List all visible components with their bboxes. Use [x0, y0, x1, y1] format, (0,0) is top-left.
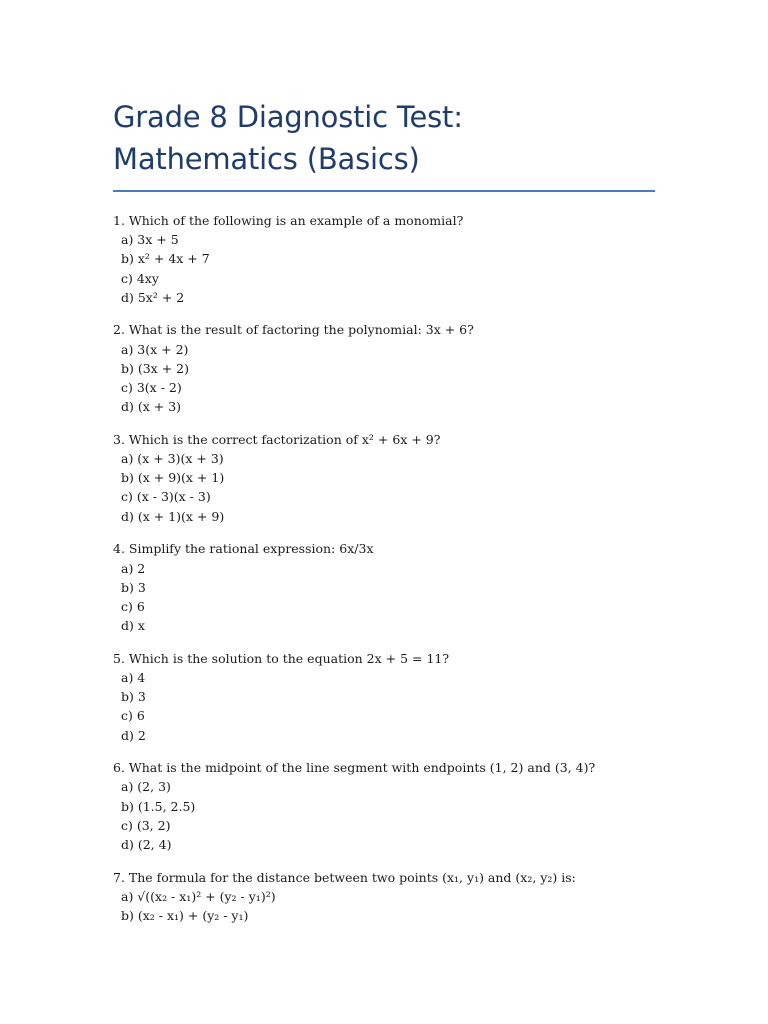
title-divider [113, 190, 655, 192]
answer-option: b) (1.5, 2.5) [121, 798, 196, 814]
answer-option: c) 6 [121, 708, 145, 724]
answer-option: c) 4xy [121, 270, 159, 286]
answer-option: c) (3, 2) [121, 817, 171, 833]
answer-option: d) (x + 1)(x + 9) [121, 508, 225, 524]
question-text: 7. The formula for the distance between two points (x₁, y₁) and (x₂, y₂) is: [113, 869, 576, 885]
answer-option: b) (x + 9)(x + 1) [121, 470, 225, 486]
question-2 [113, 320, 655, 416]
question-text: 1. Which of the following is an example of a monomial? [113, 213, 464, 228]
answer-option: c) 6 [121, 598, 145, 614]
document-title: Grade 8 Diagnostic Test: Mathematics (Basics) [113, 100, 463, 176]
answer-option: b) (x₂ - x₁) + (y₂ - y₁) [121, 908, 249, 923]
answer-option: b) x² + 4x + 7 [121, 251, 210, 267]
answer-option: a) 3(x + 2) [121, 341, 189, 357]
answer-option: c) 3(x - 2) [121, 380, 182, 395]
answer-option: b) 3 [121, 689, 146, 705]
answer-option: b) 3 [121, 579, 146, 595]
question-text: 3. Which is the correct factorization of x² + 6x + 9? [113, 431, 441, 447]
answer-option: d) 5x² + 2 [121, 289, 185, 305]
question-text: 2. What is the result of factoring the polynomial: 3x + 6? [113, 322, 474, 338]
answer-option: a) (x + 3)(x + 3) [121, 451, 224, 467]
answer-option: c) (x - 3)(x - 3) [121, 489, 211, 505]
document-page [113, 96, 655, 939]
question-3 [113, 430, 655, 526]
answer-option: a) 2 [121, 560, 146, 576]
answer-option: a) √((x₂ - x₁)² + (y₂ - y₁)²) [121, 888, 276, 904]
answer-option: d) (2, 4) [121, 836, 172, 852]
answer-option: a) 4 [121, 669, 146, 685]
question-text: 5. Which is the solution to the equation 2x + 5 = 11? [113, 650, 450, 666]
answer-option: d) 2 [121, 727, 146, 743]
answer-option: d) x [121, 618, 145, 634]
answer-option: a) 3x + 5 [121, 232, 179, 248]
question-list [113, 211, 655, 925]
question-text: 4. Simplify the rational expression: 6x/3x [113, 541, 374, 557]
question-1 [113, 211, 655, 307]
question-4 [113, 539, 655, 635]
answer-option: b) (3x + 2) [121, 360, 189, 376]
answer-option: a) (2, 3) [121, 779, 171, 795]
question-7 [113, 868, 655, 926]
answer-option: d) (x + 3) [121, 399, 182, 415]
question-5 [113, 649, 655, 745]
question-6 [113, 758, 655, 854]
question-text: 6. What is the midpoint of the line segment with endpoints (1, 2) and (3, 4)? [113, 760, 596, 776]
